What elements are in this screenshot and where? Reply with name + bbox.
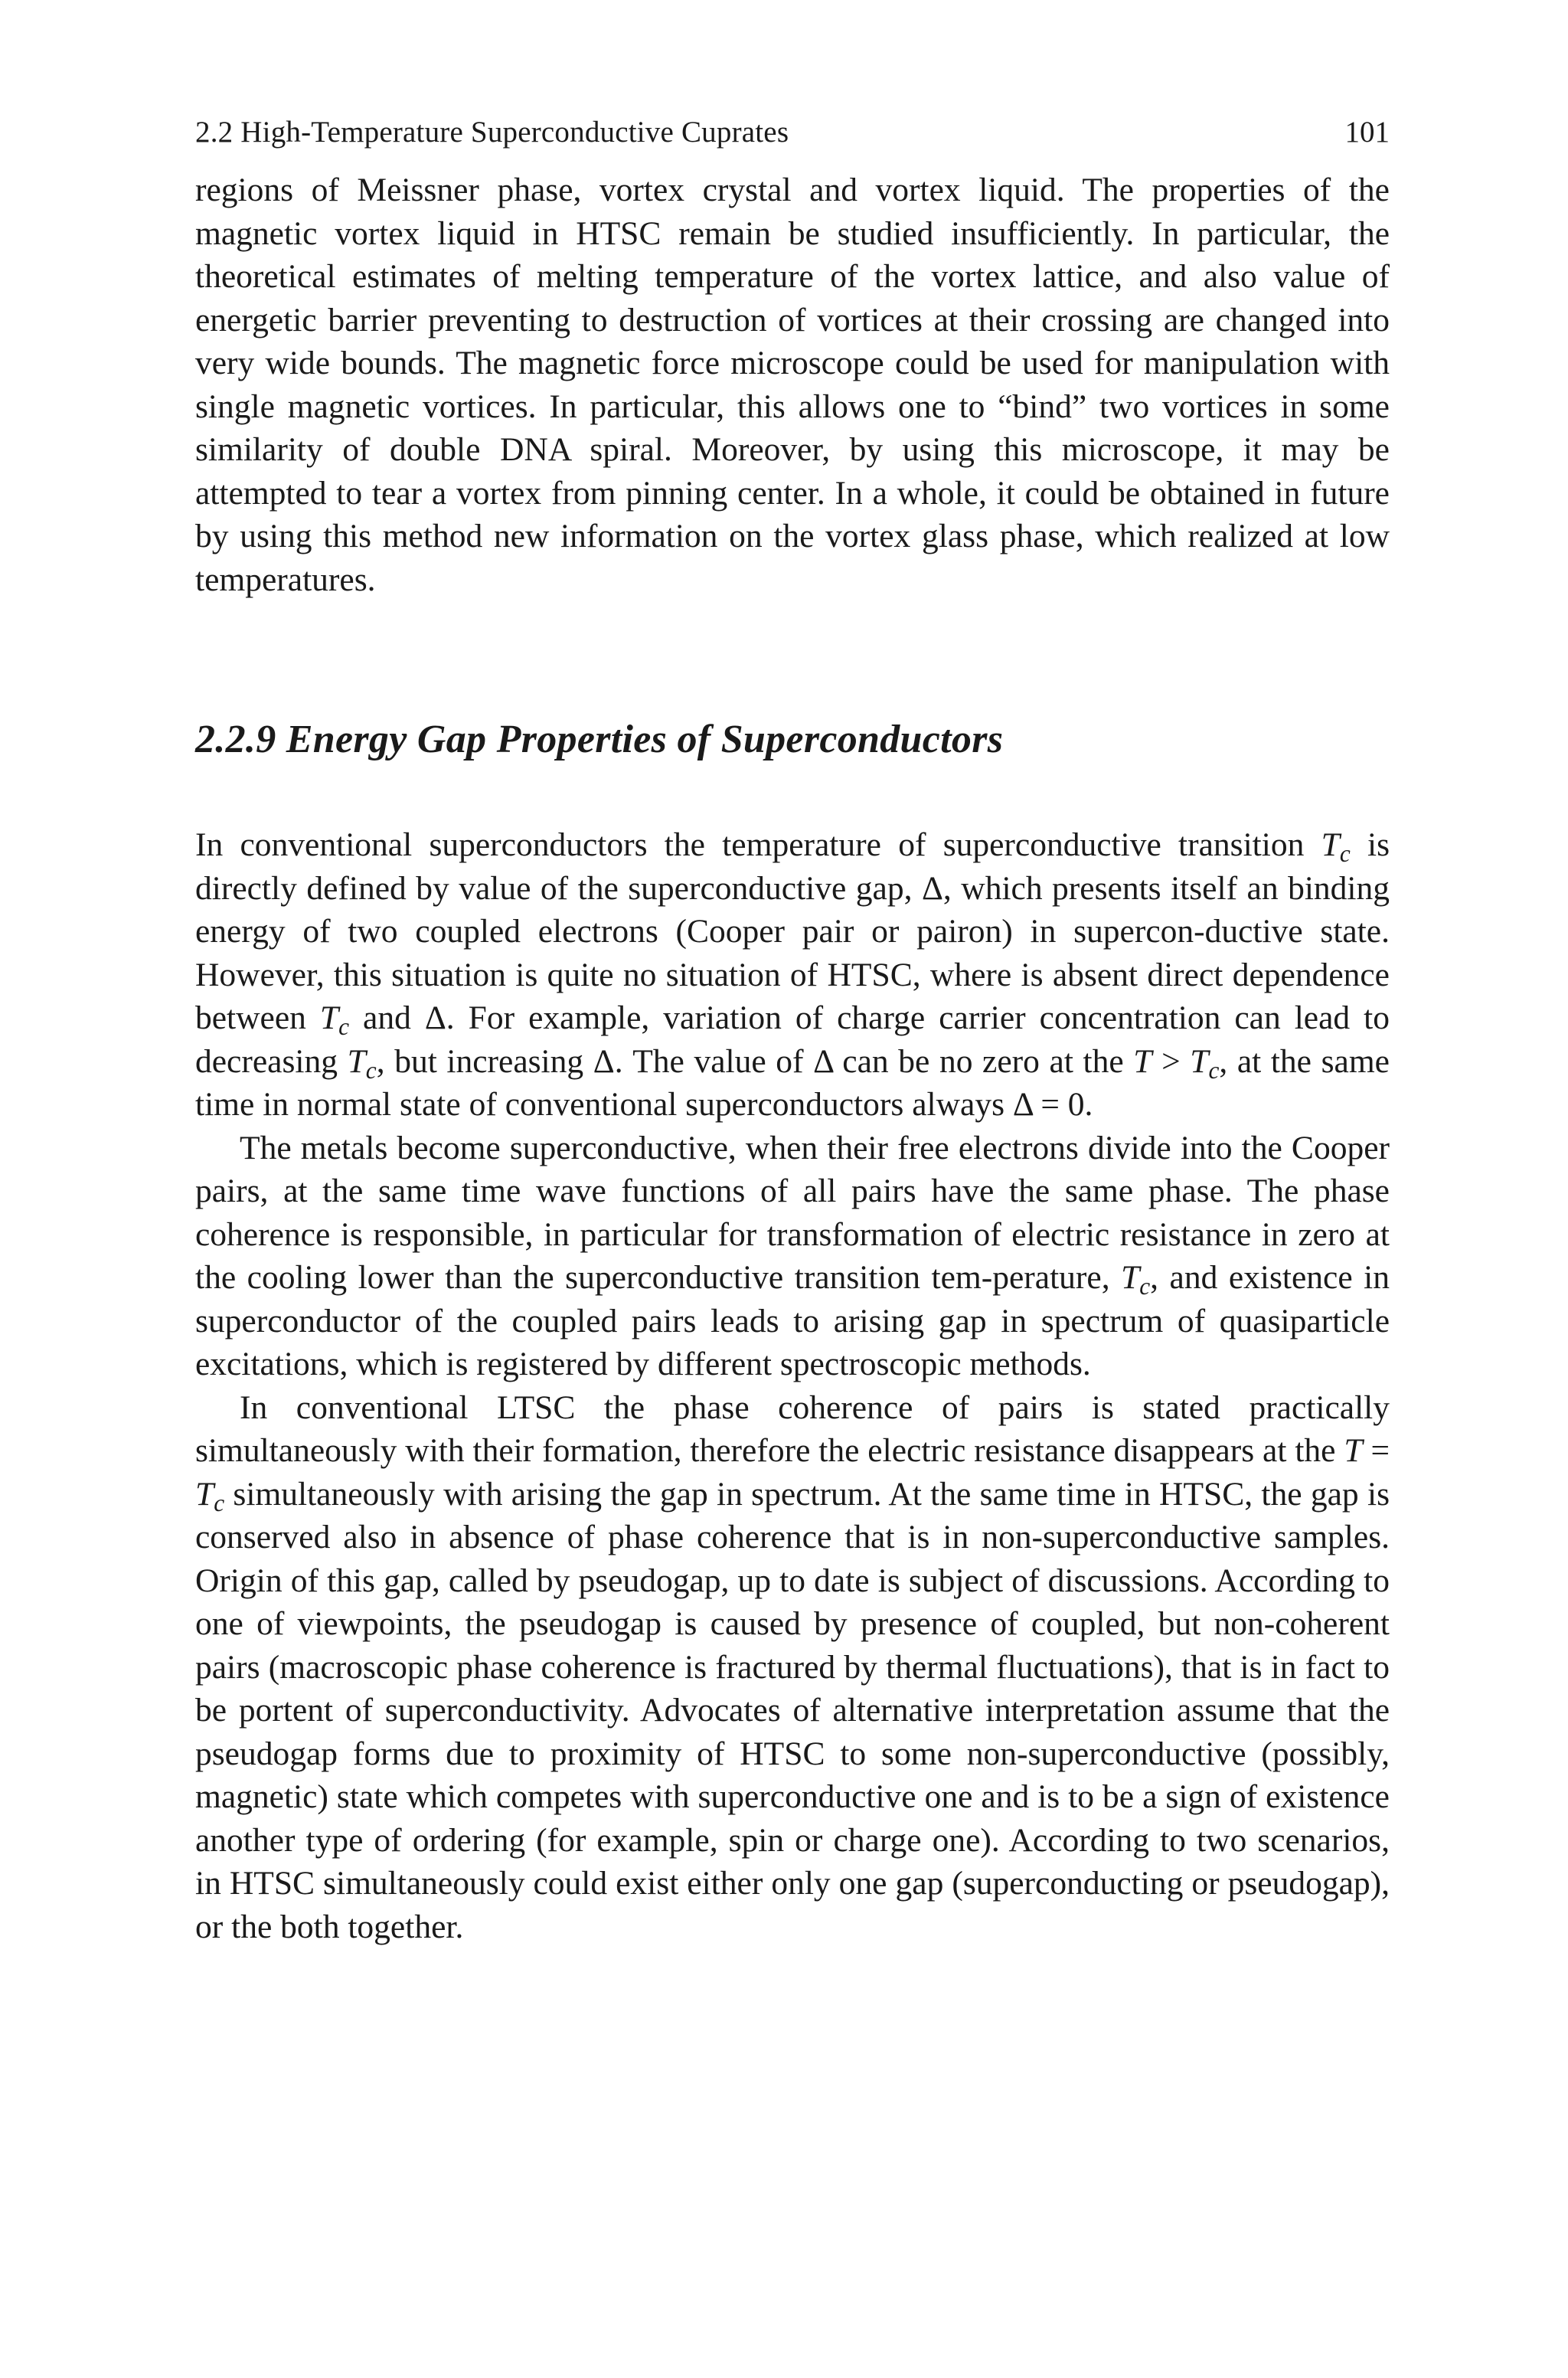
math-t-gt-tc: $T > T_c$ [1133, 1042, 1220, 1084]
section-heading: 2.2.9 Energy Gap Properties of Superconductors [195, 718, 1004, 761]
math-tc-3: $T_c$ [347, 1042, 377, 1084]
p2-text-1: The metals become superconductive, when their free electrons divide into the Cooper pairs, at the same time wave functions of all pairs have the same phase. The phase coherence is responsible, in particular for transformation of electric resistance in zero at the cooling lower than the superconductive transition tem-perature, [195, 1129, 1390, 1297]
intro-paragraph: regions of Meissner phase, vortex crystal and vortex liquid. The properties of the magnetic vortex liquid in HTSC remain be studied insufficiently. In particular, the theoretical estimates of melting temperature of the vortex lattice, and also value of energetic barrier preventing to destruction of vortices at their crossing are changed into very wide bounds. The magnetic force microscope could be used for manipulation with single magnetic vortices. In particular, this allows one to “bind” two vortices in some similarity of double DNA spiral. Moreover, by using this microscope, it may be attempted to tear a vortex from pinning center. In a whole, it could be obtained in future by using this method new information on the vortex glass phase, which realized at low temperatures. [195, 172, 1390, 598]
body-text [195, 168, 1390, 1948]
p1-text-5: , at the same time in normal state of conventional superconductors always Δ = 0. [195, 1042, 1390, 1124]
p1-text-2: is directly defined by value of the superconductive gap, Δ, which presents itself an binding energy of two coupled electrons (Cooper pair or pairon) in supercon-ductive state. However, this situation is quite no situation of HTSC, where is absent direct dependence between [195, 826, 1390, 1037]
p1-text-4: , but increasing Δ. The value of Δ can be no zero at the [376, 1042, 1134, 1080]
p2-text-2: , and existence in superconductor of the coupled pairs leads to arising gap in spectrum of quasiparticle excitations, which is registered by different spectroscopic methods. [195, 1259, 1390, 1383]
page-number: 101 [1344, 116, 1390, 149]
paragraph-2 [195, 1127, 1390, 1386]
math-tc-4: $T_c$ [1121, 1259, 1151, 1300]
math-tc-1: $T_c$ [1321, 826, 1351, 868]
math-t-eq-tc: $T = T_c$ [195, 1432, 1390, 1516]
running-head [195, 115, 1390, 168]
p3-text-2: simultaneously with arising the gap in spectrum. At the same time in HTSC, the gap is conserved also in absence of phase coherence that is in non-superconductive samples. Origin of this gap, called by pseudogap, up to date is subject of discussions. According to one of viewpoints, the pseudogap is caused by presence of coupled, but non-coherent pairs (macroscopic phase coherence is fractured by thermal fluctuations), that is in fact to be portent of superconductivity. Advocates of alternative interpretation assume that the pseudogap forms due to proximity of HTSC to some non-superconductive (possibly, magnetic) state which competes with superconductive one and is to be a sign of existence another type of ordering (for example, spin or charge one). According to two scenarios, in HTSC simultaneously could exist either only one gap (superconducting or pseudogap), or the both together. [195, 1475, 1390, 1945]
running-head-section: 2.2 High-Temperature Superconductive Cuprates [195, 116, 789, 149]
paragraph-1 [195, 823, 1390, 1127]
p1-text-1: In conventional superconductors the temperature of superconductive transition [195, 826, 1321, 864]
p3-text-1: In conventional LTSC the phase coherence of pairs is stated practically simultaneously with their formation, therefore the electric resistance disappears at the [195, 1389, 1390, 1470]
p1-text-3: and Δ. For example, variation of charge carrier concentration can lead to decreasing [195, 999, 1390, 1080]
page [195, 115, 1390, 1948]
math-tc-2: $T_c$ [319, 999, 350, 1041]
paragraph-3 [195, 1386, 1390, 1949]
